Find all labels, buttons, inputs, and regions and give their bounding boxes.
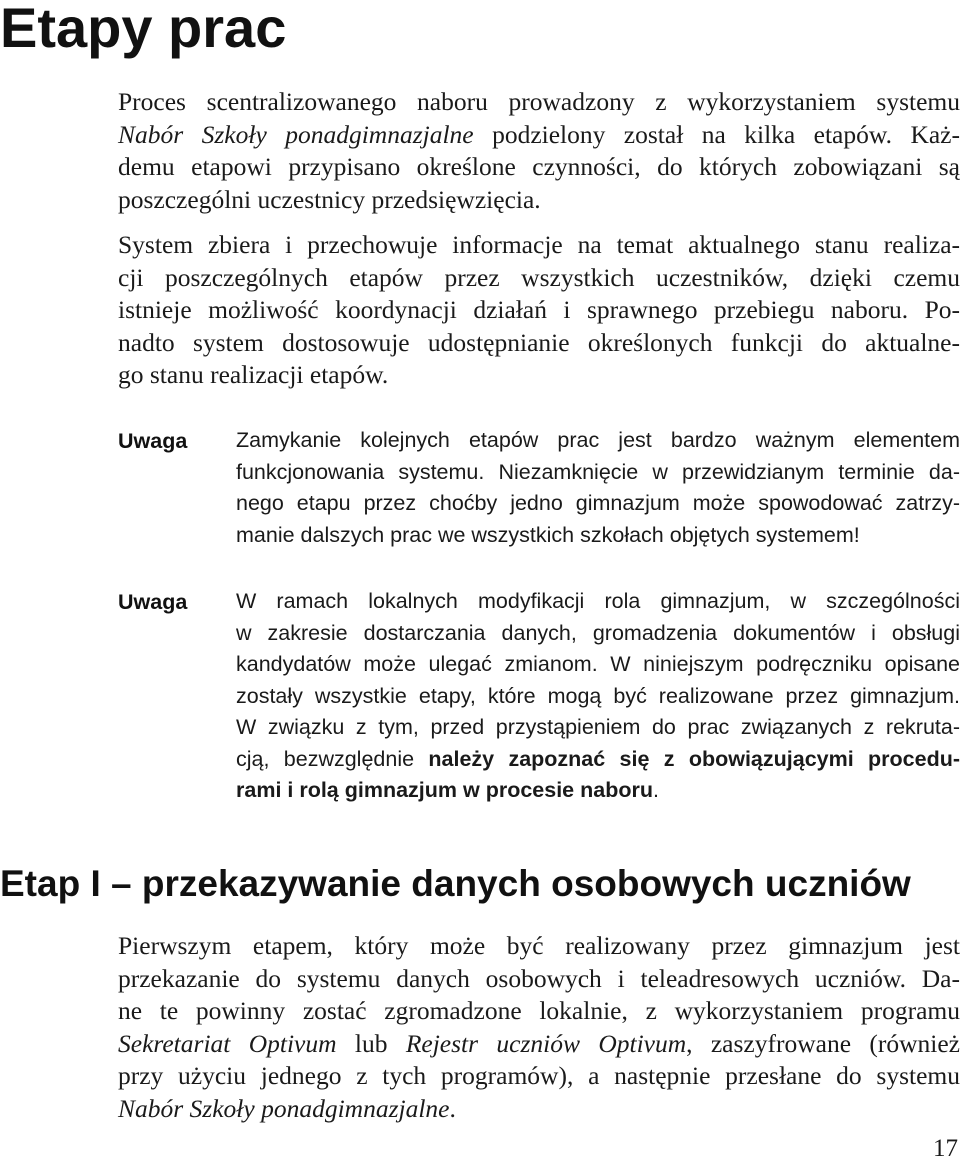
page-title: Etapy prac — [0, 0, 287, 59]
text-line: Zamykanie kolejnych etapów prac jest bardzo ważnym elementem — [236, 428, 960, 452]
text-line: go stanu realizacji etapów. — [118, 360, 389, 389]
text-line: W związku z tym, przed przystąpieniem do prac związanych z rekruta- — [236, 715, 960, 739]
emphasis-text: należy zapoznać się z obowiązującymi procedu- — [428, 746, 960, 771]
emphasis-text: rami i rolą gimnazjum w procesie naboru — [236, 778, 653, 802]
text-span: , zaszyfrowane (również — [686, 1028, 960, 1058]
text-line — [236, 775, 960, 807]
text-line: cji poszczególnych etapów przez wszystkich uczestników, dzięki czemu — [118, 262, 960, 292]
section-paragraph — [118, 930, 960, 1125]
intro-paragraph-1 — [118, 86, 960, 216]
text-line: manie dalszych prac we wszystkich szkołach objętych systemem! — [236, 522, 860, 547]
text-line — [118, 119, 960, 152]
system-name: Nabór Szkoły ponadgimnazjalne — [118, 119, 474, 149]
text-line — [236, 744, 960, 776]
text-span: podzielony został na kilka etapów. Każ- — [473, 119, 960, 149]
text-line: Proces scentralizowanego naboru prowadzony z wykorzystaniem systemu — [118, 87, 960, 116]
text-line: demu etapowi przypisano określone czynności, do których zobowiązani są — [118, 152, 960, 181]
text-line: kandydatów może ulegać zmianom. W niniejszym podręczniku opisane — [236, 652, 960, 676]
program-name: Rejestr uczniów Optivum — [405, 1028, 687, 1058]
text-span: lub — [336, 1028, 406, 1058]
text-line: przekazanie do systemu danych osobowych i teleadresowych uczniów. Da- — [118, 963, 960, 993]
text-line — [118, 1028, 960, 1061]
text-line: w zakresie dostarczania danych, gromadzenia dokumentów i obsługi — [236, 620, 960, 645]
text-line: ne te powinny zostać zgromadzone lokalnie, z wykorzystaniem programu — [118, 996, 960, 1025]
note-text — [236, 586, 960, 807]
text-line: poszczególni uczestnicy przedsięwzięcia. — [118, 184, 541, 214]
text-line: Pierwszym etapem, który może być realizowany przez gimnazjum jest — [118, 931, 960, 960]
text-line: zostały wszystkie etapy, które mogą być realizowane przez gimnazjum. — [236, 683, 960, 708]
system-name: Nabór Szkoły ponadgimnazjalne — [118, 1093, 450, 1123]
intro-paragraph-2 — [118, 229, 960, 392]
text-line: nego etapu przez choćby jedno gimnazjum może spowodować zatrzy- — [236, 491, 960, 515]
text-line: istnieje możliwość koordynacji działań i sprawnego przebiegu naboru. Po- — [118, 295, 960, 324]
note-label: Uwaga — [118, 590, 188, 614]
section-heading: Etap I – przekazywanie danych osobowych uczniów — [0, 863, 911, 904]
text-span: cją, bezwzględnie — [236, 746, 429, 771]
note-text — [236, 425, 960, 551]
text-line: funkcjonowania systemu. Niezamknięcie w przewidzianym terminie da- — [236, 459, 960, 484]
text-line: przy użyciu jednego z tych programów), a następnie przesłane do systemu — [118, 1061, 960, 1090]
program-name: Sekretariat Optivum — [118, 1028, 337, 1058]
note-label: Uwaga — [118, 429, 188, 453]
text-line: System zbiera i przechowuje informacje na temat aktualnego stanu realiza- — [118, 230, 960, 259]
text-line: W ramach lokalnych modyfikacji rola gimnazjum, w szczególności — [236, 589, 960, 613]
text-span: . — [449, 1093, 456, 1123]
text-line: nadto system dostosowuje udostępnianie określonych funkcji do aktualne- — [118, 327, 960, 357]
page-number: 17 — [933, 1135, 958, 1162]
text-line — [118, 1093, 960, 1126]
text-span: . — [652, 778, 659, 802]
